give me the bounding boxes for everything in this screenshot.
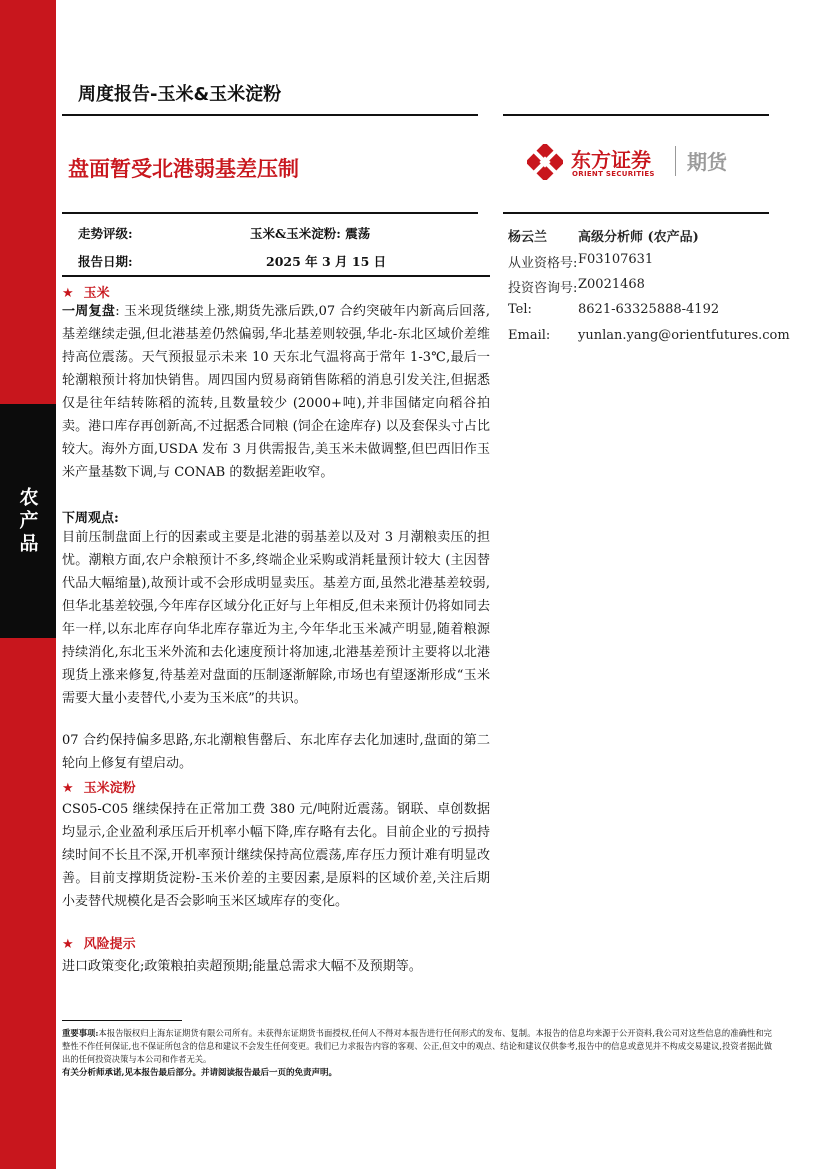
star-icon: ★ bbox=[62, 937, 74, 952]
meta-rule-left bbox=[62, 212, 478, 214]
weekly-review-paragraph bbox=[62, 300, 490, 484]
field-label: 从业资格号: bbox=[508, 256, 578, 271]
section-heading-starch bbox=[62, 777, 136, 796]
rating-value: 玉米&玉米淀粉: 震荡 bbox=[250, 226, 371, 241]
section-heading-corn bbox=[62, 282, 110, 301]
report-type: 周度报告-玉米&玉米淀粉 bbox=[78, 84, 282, 105]
field-label: Email: bbox=[508, 328, 551, 343]
strategy-paragraph: 07 合约保持偏多思路,东北潮粮售罄后、东北库存去化加速时,盘面的第二轮向上修复有望启动。 bbox=[62, 733, 490, 771]
logo-division: 期货 bbox=[687, 150, 727, 174]
meta-rule-right bbox=[503, 212, 769, 214]
sector-label: 农产品 bbox=[16, 486, 39, 556]
weekly-review-label: 一周复盘 bbox=[62, 304, 116, 319]
starch-paragraph: CS05-C05 继续保持在正常加工费 380 元/吨附近震荡。钢联、卓创数据均显示,企业盈利承压后开机率小幅下降,库存略有去化。目前企业的亏损持续时间不长且不深,开机率预计继续保持高位震荡,库存压力预计难有明显改善。目前支撑期货淀粉-玉米价差的主要因素,是原料的区域价差,关注后期小麦替代规模化是否会影响玉米区域库存的变化。 bbox=[62, 802, 490, 909]
top-rule-left bbox=[62, 114, 478, 116]
logo-divider bbox=[675, 146, 676, 176]
analyst-name-row bbox=[508, 226, 699, 245]
analyst-promise-note: 有关分析师承诺,见本报告最后部分。并请阅读报告最后一页的免责声明。 bbox=[62, 1068, 337, 1078]
disclaimer-label: 重要事项: bbox=[62, 1028, 99, 1038]
logo-emblem-icon bbox=[527, 144, 563, 180]
disclaimer bbox=[62, 1027, 772, 1066]
section-heading-text: 玉米淀粉 bbox=[83, 781, 136, 796]
field-label: 投资咨询号: bbox=[508, 281, 578, 296]
star-icon: ★ bbox=[62, 781, 74, 796]
section-heading-text: 风险提示 bbox=[83, 937, 136, 952]
footer-rule bbox=[62, 1020, 182, 1021]
field-label: Tel: bbox=[508, 302, 532, 317]
analyst-email-link[interactable]: yunlan.yang@orientfutures.com bbox=[578, 328, 790, 343]
analyst-license-row bbox=[508, 252, 654, 271]
field-value: Z0021468 bbox=[578, 277, 645, 292]
analyst-consult-row bbox=[508, 277, 645, 296]
meta-bottom-rule bbox=[62, 275, 490, 277]
analyst-title: 高级分析师 (农产品) bbox=[578, 230, 699, 245]
weekly-review-text: : 玉米现货继续上涨,期货先涨后跌,07 合约突破年内新高后回落,基差继续走强,但北港基差仍然偏弱,华北基差则较强,华北-东北区域价差维持高位震荡。天气预报显示未来 10 天东北气温将高于常年 1-3℃,最后一轮潮粮预计将加快销售。周四国内贸易商销售陈稻的消息引发关注,但据悉仅是往年结转陈稻的流转,且数量较少 (2000+吨),并非国储定向稻谷拍卖。港口库存再创新高,不过据悉合同粮 (饲企在途库存) 以及套保头寸占比较大。海外方面,USDA 发布 3 月供需报告,美玉米未做调整,但巴西旧作玉米产量基数下调,与 CONAB 的数据差距收窄。 bbox=[62, 304, 490, 480]
date-value: 2025 年 3 月 15 日 bbox=[266, 254, 387, 269]
risk-paragraph: 进口政策变化;政策粮拍卖超预期;能量总需求大幅不及预期等。 bbox=[62, 959, 422, 974]
field-value: 8621-63325888-4192 bbox=[578, 302, 720, 317]
logo-name-cn: 东方证券 bbox=[571, 148, 651, 172]
analyst-tel-row bbox=[508, 302, 720, 317]
section-heading-risk bbox=[62, 933, 136, 952]
top-rule-right bbox=[503, 114, 769, 116]
analyst-email-row bbox=[508, 328, 790, 343]
analyst-name: 杨云兰 bbox=[508, 230, 548, 245]
logo-name-en: ORIENT SECURITIES bbox=[572, 170, 655, 178]
outlook-paragraph: 目前压制盘面上行的因素或主要是北港的弱基差以及对 3 月潮粮卖压的担忧。潮粮方面,农户余粮预计不多,终端企业采购或消耗量预计较大 (主因替代品大幅缩量),故预计或不会形成明显卖压。基差方面,虽然北港基差较弱,但华北基差较强,今年库存区域分化正好与上年相反,但未来预计仍将如同去年一样,以东北库存向华北库存靠近为主,今年华北玉米减产明显,随着粮源持续消化,东北玉米外流和去化速度预计将加速,北港基差预计主要将以北港现货上涨来修复,待基差对盘面的压制逐渐解除,市场也有望逐渐形成“玉米需要大量小麦替代,小麦为玉米底”的共识。 bbox=[62, 530, 490, 706]
disclaimer-text: 本报告版权归上海东证期货有限公司所有。未获得东证期货书面授权,任何人不得对本报告进行任何形式的发布、复制。本报告的信息均来源于公开资料,我公司对这些信息的准确性和完整性不作任何保证,也不保证所包含的信息和建议不会发生任何变更。我们已力求报告内容的客观、公正,但文中的观点、结论和建议仅供参考,报告中的信息或意见并不构成交易建议,投资者据此做出的任何投资决策与本公司和作者无关。 bbox=[62, 1028, 772, 1064]
rating-label: 走势评级: bbox=[78, 226, 133, 241]
company-logo bbox=[527, 144, 737, 178]
field-value: F03107631 bbox=[578, 252, 654, 267]
star-icon: ★ bbox=[62, 286, 74, 301]
outlook-label: 下周观点: bbox=[62, 511, 119, 526]
section-heading-text: 玉米 bbox=[83, 286, 110, 301]
date-label: 报告日期: bbox=[78, 254, 133, 269]
page-title: 盘面暂受北港弱基差压制 bbox=[68, 157, 299, 181]
